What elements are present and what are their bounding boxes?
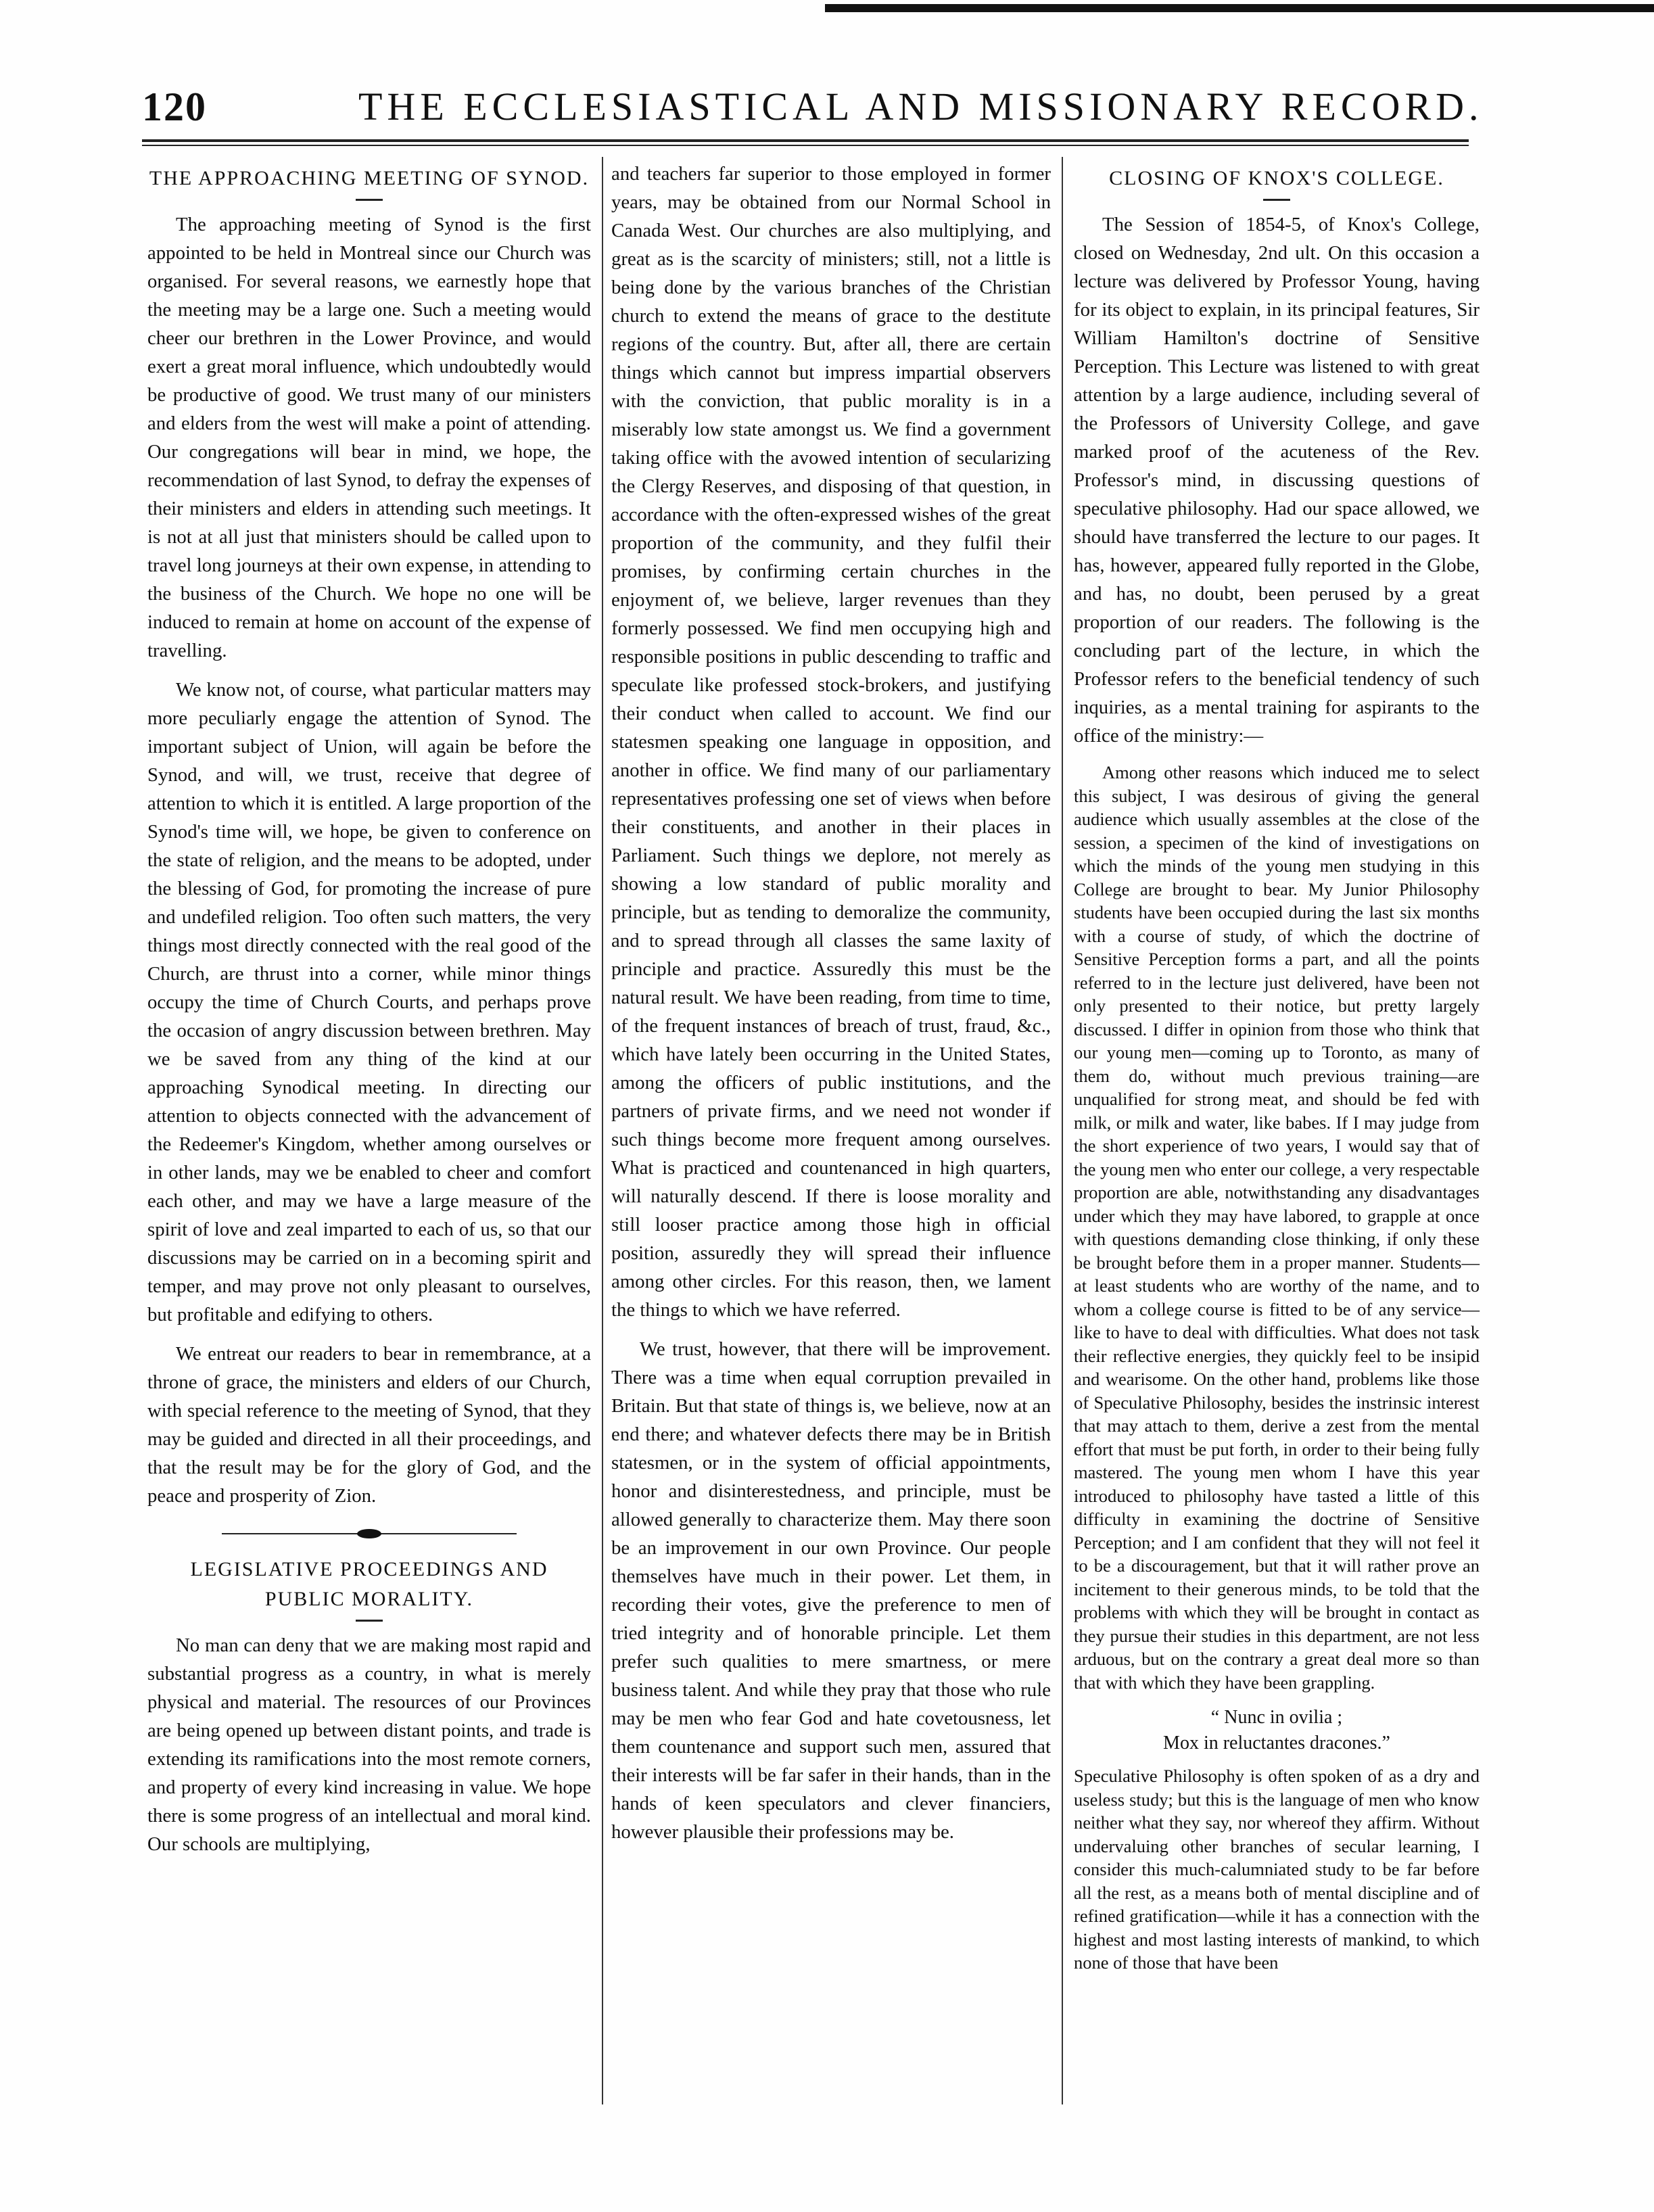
column-divider <box>602 157 603 2104</box>
article-paragraph: We entreat our readers to bear in remembrance, at a throne of grace, the ministers and elders of our Church, with special reference to the meeting of Synod, that they may be guided and directed in all their proceedings, and that the result may be for the glory of God, and the peace and prosperity of Zion. <box>147 1343 591 1507</box>
column-1 <box>147 160 591 1869</box>
lecture-paragraph: Among other reasons which induced me to select this subject, I was desirous of giving the general audience which usually assembles at the close of the session, a specimen of the kind of investigations on which the minds of the young men studying in this College are brought to bear. My Junior Philosophy students have been occupied during the last six months with a course of study, of which the doctrine of Sensitive Perception forms a part, and all the points referred to in the lecture just delivered, have been not only presented to their notice, but pretty largely discussed. I differ in opinion from those who think that our young men—coming up to Toronto, as many of them do, without much previous training—are unqualified for strong meat, and should be fed with milk, or milk and water, like babes. If I may judge from the short experience of two years, I would say that of the young men who enter our college, a very respectable proportion are able, notwithstanding any disadvantages under which they may have labored, to grapple at once with questions demanding close thinking, if only these be brought before them in a proper manner. Students—at least students who are worthy of the name, and to whom a college course is fitted to be of any service—like to have to deal with difficulties. What does not task their reflective energies, they quickly feel to be insipid and wearisome. On the other hand, problems like those of Speculative Philosophy, besides the instrinsic interest that may attach to them, derive a zest from the mental effort that must be put forth, in order to their being fully mastered. The young men whom I have this year introduced to philosophy have tasted a little of this difficulty in examining the doctrine of Sensitive Perception; and I am confident that they will not feel it to be a discouragement, but that it will rather prove an incitement to their generous minds, to be told that the problems with which they will be brought in contact as they pursue their studies in this department, are not less arduous, but on the contrary a great deal more so than that with which they have been grappling. <box>1074 762 1480 1693</box>
article-paragraph: No man can deny that we are making most rapid and substantial progress as a country, in what is merely physical and material. The resources of our Provinces are being opened up between distant points, and trade is extending its ramifications into the most remote corners, and property of every kind increasing in value. We hope there is some progress of an intellectual and moral kind. Our schools are multiplying, <box>147 1634 591 1855</box>
article-heading-knox: CLOSING OF KNOX'S COLLEGE. <box>1109 167 1444 189</box>
article-paragraph: and teachers far superior to those employed in former years, may be obtained from our Normal School in Canada West. Our churches are also multiplying, and great as is the scarcity of ministers; still, not a little is being done by the various branches of the Christian church to extend the means of grace to the destitute regions of the country. But, after all, there are certain things which cannot but impress impartial observers with the conviction, that public morality is in a miserably low state amongst us. We find a government taking office with the avowed intention of secularizing the Clergy Reserves, and disposing of that question, in accordance with the often-expressed wishes of the great proportion of the community, and they fulfil their promises, by confirming certain churches in the enjoyment of, we believe, larger revenues than they formerly possessed. We find men occupying high and responsible positions in public descending to traffic and speculate like professed stock-brokers, and justifying their conduct when called to account. We find our statesmen speaking one language in opposition, and another in office. We find many of our parliamentary representatives professing one set of views when before their constituents, and another in their places in Parliament. Such things we deplore, not merely as showing a low standard of public morality and principle, but as tending to demoralize the community, and to spread through all classes the same laxity of principle and practice. Assuredly this must be the natural result. We have been reading, from time to time, of the frequent instances of breach of trust, fraud, &c., which have lately been occurring in the United States, among the officers of public institutions, and the partners of private firms, and we need not wonder if such things become more frequent among ourselves. What is practiced and countenanced in high quarters, will naturally descend. If there is loose morality and still looser practice among those high in official position, assuredly they will spread their influence among other circles. For this reason, then, we lament the things to which we have referred. <box>611 163 1051 1321</box>
article-heading-legislative: LEGISLATIVE PROCEEDINGS AND PUBLIC MORALITY. <box>190 1558 548 1610</box>
latin-quote <box>1074 1705 1480 1756</box>
section-ornament <box>147 1525 591 1543</box>
quote-line: “ Nunc in ovilia ; <box>1210 1707 1343 1728</box>
page-number: 120 <box>142 85 207 129</box>
page-header <box>142 84 1484 138</box>
column-divider <box>1062 157 1063 2104</box>
article-heading-synod: THE APPROACHING MEETING OF SYNOD. <box>149 167 590 189</box>
top-edge-rule <box>825 4 1654 12</box>
article-paragraph: The approaching meeting of Synod is the first appointed to be held in Montreal since our Church was organised. For several reasons, we earnestly hope that the meeting may be a large one. Such a meeting would cheer our brethren in the Lower Province, and would exert a great moral influence, which undoubtedly would be productive of good. We trust many of our ministers and elders from the west will make a point of attending. Our congregations will bear in mind, we hope, the recommendation of last Synod, to defray the expenses of their ministers and elders in attending such meetings. It is not at all just that ministers should be called upon to travel long journeys at their own expense, in attending to the business of the Church. We hope no one will be induced to remain at home on account of the expense of travelling. <box>147 214 591 661</box>
article-paragraph: We know not, of course, what particular matters may more peculiarly engage the attention of Synod. The important subject of Union, will again be before the Synod, and will, we trust, receive that degree of attention to which it is entitled. A large proportion of the Synod's time will, we hope, be given to conference on the state of religion, and the means to be adopted, under the blessing of God, for promoting the increase of pure and undefiled religion. Too often such matters, the very things most directly connected with the real good of the Church, are thrust into a corner, while minor things occupy the time of Church Courts, and perhaps prove the occasion of angry discussion between brethren. May we be saved from any thing of the kind at our approaching Synodical meeting. In directing our attention to objects connected with the advancement of the Redeemer's Kingdom, whether among ourselves or in other lands, may we be enabled to cheer and comfort each other, and may we have a large measure of the spirit of love and zeal imparted to each of us, so that our discussions may be carried on in a becoming spirit and temper, and may prove not only pleasant to ourselves, but profitable and edifying to others. <box>147 679 591 1325</box>
quote-line: Mox in reluctantes dracones.” <box>1163 1733 1390 1754</box>
heading-dash <box>1263 199 1290 201</box>
article-paragraph: The Session of 1854-5, of Knox's College, closed on Wednesday, 2nd ult. On this occasion a lecture was delivered by Professor Young, having for its object to explain, in its principal features, Sir William Hamilton's doctrine of Sensitive Perception. This Lecture was listened to with great attention by a large audience, including several of the Professors of University College, and gave marked proof of the acuteness of the Rev. Professor's mind, in discussing questions of speculative philosophy. Had our space allowed, we should have transferred the lecture to our pages. It has, however, appeared fully reported in the Globe, and has, no doubt, been perused by a great proportion of our readers. The following is the concluding part of the lecture, in which the Professor refers to the beneficial tendency of such inquiries, as a mental training for aspirants to the office of the ministry:— <box>1074 214 1480 747</box>
header-rule-thin <box>142 145 1469 146</box>
header-rule <box>142 139 1469 142</box>
lecture-paragraph: Speculative Philosophy is often spoken of as a dry and useless study; but this is the language of men who know neither what they say, nor whereof they affirm. Without undervaluing other branches of secular learning, I consider this much-calumniated study to be far before all the rest, as a means both of mental discipline and of refined gratification—while it has a connection with the highest and most lasting interests of mankind, to which none of those that have been <box>1074 1766 1480 1973</box>
article-paragraph: We trust, however, that there will be improvement. There was a time when equal corruption prevailed in Britain. But that state of things is, we believe, now at an end there; and whatever defects there may be in British statesmen, or in the system of official appointments, honor and disinterestedness, and principle, must be allowed generally to characterize them. May there soon be an improvement in our own Province. Our people themselves have much in their power. Let them, in recording their votes, give the preference to men of tried integrity and of honorable principle. Let them prefer such qualities to mere smartness, or mere business talent. And while they pray that those who rule may be men who fear God and hate covetousness, let them countenance and support such men, assured that their interests will be far safer in their hands, than in the hands of keen speculators and clever financiers, however plausible their professions may be. <box>611 1338 1051 1843</box>
journal-title: THE ECCLESIASTICAL AND MISSIONARY RECORD. <box>358 85 1484 128</box>
column-3 <box>1074 160 1480 1985</box>
heading-dash <box>356 1620 383 1622</box>
heading-dash <box>356 199 383 201</box>
column-2 <box>611 160 1051 1857</box>
